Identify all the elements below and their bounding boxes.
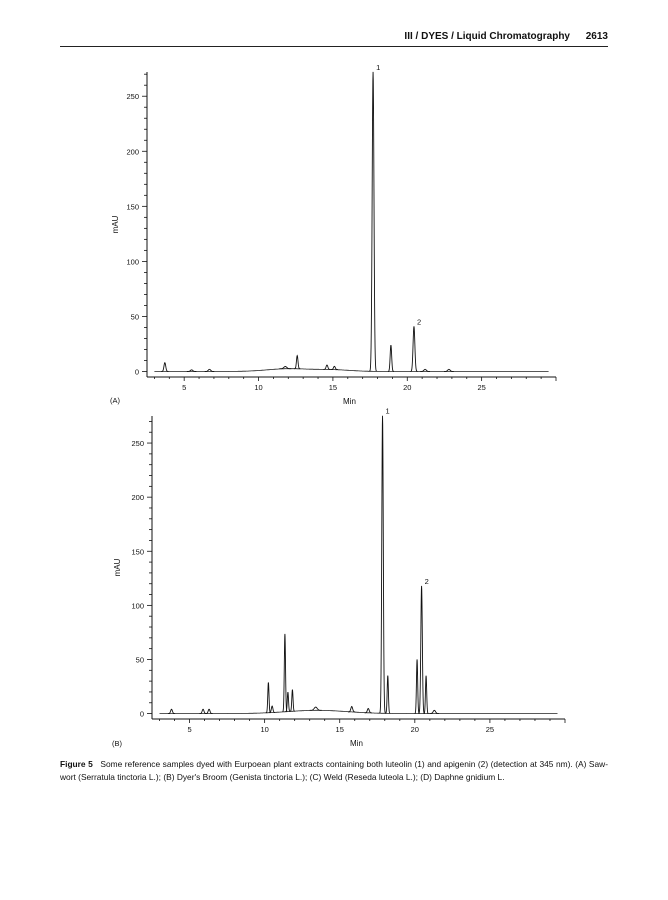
panel-b-peak (365, 709, 372, 713)
panel-a-x-tick-label: 25 (477, 383, 486, 392)
panel-b-y-tick-label: 250 (131, 439, 144, 449)
panel-b-y-tick-label: 200 (131, 493, 144, 503)
panel-a-panel-label: (A) (110, 396, 120, 405)
panel-a-y-tick-label: 200 (126, 147, 139, 157)
panel-a-y-tick-label: 250 (126, 92, 139, 102)
panel-b-x-tick-label: 10 (260, 725, 269, 734)
panel-b-peak (168, 709, 175, 713)
panel-b-peak (415, 659, 420, 713)
panel-b-y-tick-label: 100 (131, 601, 144, 611)
panel-b-y-tick-label: 50 (135, 655, 144, 665)
panel-a-y-tick-label: 0 (134, 367, 139, 377)
running-title: III / DYES / Liquid Chromatography (404, 31, 570, 42)
panel-b-y-tick-label: 0 (139, 709, 144, 719)
panel-b-y-axis-label: mAU (113, 558, 122, 577)
panel-b-x-tick-label: 5 (187, 725, 192, 734)
panel-b-peak (199, 709, 206, 713)
panel-b-peak (283, 634, 288, 712)
page-number: 2613 (585, 31, 608, 42)
panel-a-x-tick-label: 10 (254, 383, 263, 392)
panel-b-peak (424, 676, 429, 714)
figure-caption (60, 758, 608, 783)
panel-a-y-tick-label: 150 (126, 202, 139, 212)
panel-b-peak (385, 676, 390, 714)
panel-a-y-axis-label: mAU (111, 215, 120, 234)
panel-b-x-axis-label: Min (350, 739, 363, 748)
panel-b-peak (430, 710, 440, 713)
panel-b-peak-label: 2 (424, 576, 429, 586)
panel-b-peak (290, 690, 295, 712)
panel-b-peak (310, 707, 322, 710)
panel-b-peak-label: 1 (385, 406, 390, 416)
panel-a-peak (388, 345, 394, 371)
panel-a-peak (161, 363, 168, 372)
panel-b-baseline-trace (160, 710, 558, 713)
panel-b-peak (348, 707, 355, 712)
panel-b-peak (266, 682, 271, 712)
panel-b-peak (419, 586, 425, 714)
panel-a-y-tick-label: 50 (130, 312, 139, 322)
panel-b-x-tick-label: 25 (485, 725, 495, 734)
panel-b-peak (380, 416, 386, 713)
panel-b-peak (205, 709, 212, 713)
panel-a-peak-label: 2 (416, 317, 422, 327)
panel-b-x-tick-label: 20 (410, 725, 419, 734)
figure-caption-text: Some reference samples dyed with Eurpoean plant extracts containing both luteolin (1) and apigenin (2) (detection at 345 nm). (A) Saw-wort (Serratula tinctoria L.); (B) Dyer's Broom (Genista tinctoria L.); (C) Weld (Reseda luteola L.); (D) Daphne gnidium L. (60, 759, 608, 782)
panel-b-x-tick-label: 15 (335, 725, 344, 734)
panel-a-peak (410, 326, 417, 371)
panel-b-panel-label: (B) (112, 739, 122, 748)
panel-a-peak (370, 72, 377, 371)
figure-caption-label: Figure 5 (60, 759, 93, 769)
panel-a-peak-label: 1 (376, 62, 381, 72)
panel-a-x-tick-label: 20 (403, 383, 412, 392)
panel-b-y-tick-label: 150 (131, 547, 144, 557)
panel-a-peak (331, 366, 338, 369)
panel-a-peak (323, 365, 330, 369)
panel-a-y-tick-label: 100 (126, 257, 139, 267)
panel-a-x-axis-label: Min (343, 397, 356, 406)
panel-a-x-tick-label: 5 (182, 383, 187, 392)
panel-a-peak (294, 356, 300, 369)
panel-a-x-tick-label: 15 (328, 383, 338, 392)
